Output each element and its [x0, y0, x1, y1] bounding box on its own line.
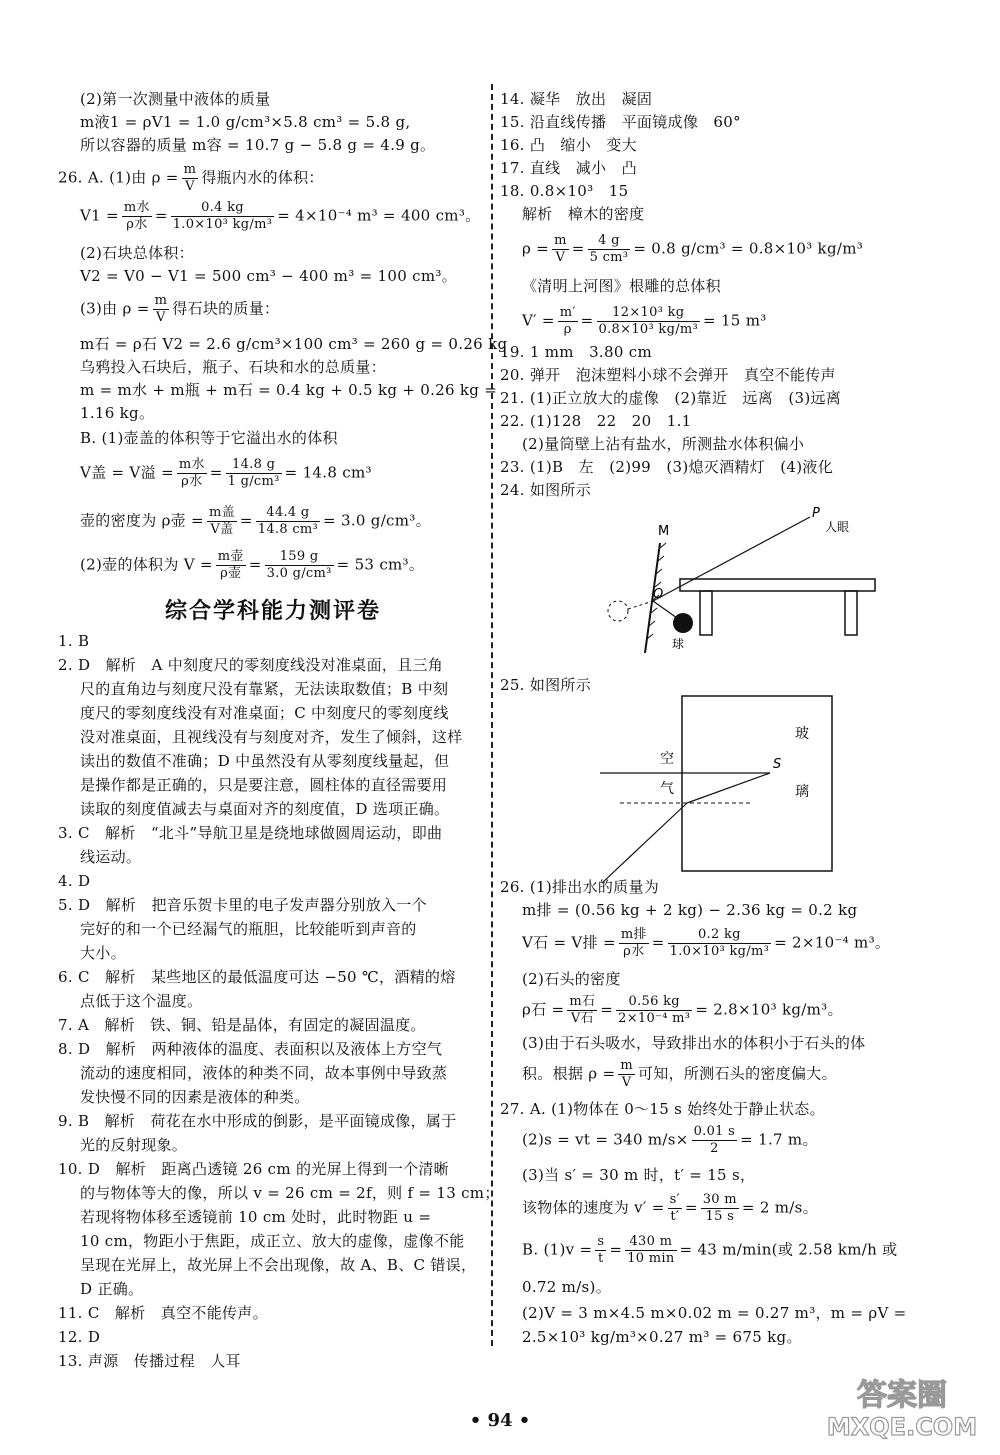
air-label-1: 空	[660, 751, 674, 767]
answer-line: 尺的直角边与刻度尺没有靠紧，无法读取数值；B 中刻	[80, 680, 449, 698]
answer-line: 14. 凝华 放出 凝固	[500, 90, 653, 108]
answer-line: m排 = (0.56 kg + 2 kg) − 2.36 kg = 0.2 kg	[522, 901, 858, 919]
answer-line: 的与物体等大的像，所以 v = 26 cm = 2f，则 f = 13 cm；	[80, 1184, 500, 1202]
answer-line: 6. C 解析 某些地区的最低温度可达 −50 ℃，酒精的熔	[58, 968, 456, 986]
text-line: 所以容器的质量 m容 = 10.7 g − 5.8 g = 4.9 g。	[80, 136, 436, 154]
refracted-ray	[602, 803, 687, 883]
formula-line: V′ = $\frac{m'}{\rho}$ = $\frac{\text{12×10³ kg}}{\text{0.8×10³ kg/m³}}$ = 15 m³	[522, 305, 767, 337]
text-line: 1.16 kg。	[80, 404, 155, 422]
answer-line: 读出的数值不准确；D 中虽然没有从零刻度线量起，但	[80, 752, 450, 770]
glass-label-1: 玻	[795, 726, 809, 742]
table-leg	[700, 591, 712, 635]
answer-line: 20. 弹开 泡沫塑料小球不会弹开 真空不能传声	[500, 366, 836, 384]
ball-image	[608, 601, 628, 621]
answer-line: 完好的和一个已经漏气的瓶胆，比较能听到声音的	[80, 920, 417, 938]
answer-line: (2)石头的密度	[522, 970, 621, 988]
answer-line: 21. (1)正立放大的虚像 (2)靠近 远离 (3)远离	[500, 389, 842, 407]
glass-label-2: 璃	[795, 784, 809, 800]
formula-line: V盖 = V溢 = $\frac{\text{m水}}{\text{ρ水}}$ = $\frac{14.8 g}{\text{1 g/cm³}}$ = 14.8 cm³	[80, 457, 372, 489]
answer-line: 0.72 m/s)。	[522, 1278, 611, 1296]
text-line: m = m水 + m瓶 + m石 = 0.4 kg + 0.5 kg + 0.26 kg =	[80, 381, 498, 399]
answer-line: 《清明上河图》根雕的总体积	[522, 277, 721, 295]
watermark-bottom: MXQE.COM	[826, 1413, 978, 1441]
answer-line: 18. 0.8×10³ 15	[500, 182, 629, 200]
answer-line: 呈现在光屏上，故光屏上不会出现像，故 A、B、C 错误，	[80, 1256, 477, 1274]
answer-line: 光的反射现象。	[80, 1136, 188, 1154]
answer-line: 读取的刻度值减去与桌面对齐的刻度值，D 选项正确。	[80, 800, 450, 818]
answer-line: 22. (1)128 22 20 1.1	[500, 412, 692, 430]
eye-label: 人眼	[825, 520, 850, 534]
formula-line: 壶的密度为 ρ壶 = $\frac{\text{m盖}}{\text{V盖}}$ = $\frac{44.4 g}{\text{14.8 cm³}}$ = 3.0 g/cm³。	[80, 505, 431, 537]
text-line: 乌鸦投入石块后，瓶子、石块和水的总质量：	[80, 358, 387, 376]
answer-line: (3)当 s′ = 30 m 时，t′ = 15 s，	[522, 1166, 756, 1184]
column-divider	[491, 84, 493, 1346]
text-line: (2)石块总体积：	[80, 244, 194, 262]
answer-line: 发快慢不同的因素是液体的种类。	[80, 1088, 310, 1106]
answer-line: 若现将物体移至透镜前 10 cm 处时，此时物距 u =	[80, 1208, 432, 1226]
answer-line: 9. B 解析 荷花在水中形成的倒影，是平面镜成像，属于	[58, 1112, 457, 1130]
answer-line: 流动的速度相同，液体的种类不同，故本事例中导致蒸	[80, 1064, 448, 1082]
answer-line: 26. (1)排出水的质量为	[500, 878, 660, 896]
virtual-ray	[628, 601, 653, 609]
answer-line: 11. C 解析 真空不能传声。	[58, 1304, 268, 1322]
answer-line: 10. D 解析 距离凸透镜 26 cm 的光屏上得到一个清晰	[58, 1160, 449, 1178]
text-line: m石 = ρ石 V2 = 2.6 g/cm³×100 cm³ = 260 g = 0.26 kg	[80, 335, 508, 353]
answer-line: 23. (1)B 左 (2)99 (3)熄灭酒精灯 (4)液化	[500, 458, 834, 476]
site-watermark	[822, 1373, 982, 1443]
answer-line: 13. 声源 传播过程 人耳	[58, 1352, 241, 1370]
watermark-top: 答案圈	[857, 1378, 947, 1413]
point-o-label: O	[653, 587, 664, 602]
ball-label: 球	[672, 637, 685, 651]
formula-line: V石 = V排 = $\frac{\text{m排}}{\text{ρ水}}$ = $\frac{0.2 kg}{\text{1.0×10³ kg/m³}}$ = 2×10⁻⁴ m³。	[522, 927, 891, 959]
answer-line: 17. 直线 减小 凸	[500, 159, 637, 177]
text-line: V2 = V0 − V1 = 500 cm³ − 400 m³ = 100 cm³。	[80, 267, 457, 285]
mirror-label: M	[658, 524, 670, 539]
point-s-label: S	[773, 757, 782, 772]
answer-line: 12. D	[58, 1328, 101, 1346]
answer-line: (3)由于石头吸水，导致排出水的体积小于石头的体	[522, 1034, 866, 1052]
answer-line: 3. C 解析 “北斗”导航卫星是绕地球做圆周运动，即曲	[58, 824, 443, 842]
formula-line: V1 = $\frac{\text{m水}}{\text{ρ水}}$ = $\frac{0.4 kg}{\text{1.0×10³ kg/m³}}$ = 4×10⁻⁴ m³ = 400 cm³。	[80, 200, 481, 232]
answer-line: 解析 樟木的密度	[522, 205, 645, 223]
answer-line: 19. 1 mm 3.80 cm	[500, 343, 652, 361]
answer-line: 4. D	[58, 872, 91, 890]
answer-line: (2)V = 3 m×4.5 m×0.02 m = 0.27 m³，m = ρV =	[522, 1304, 907, 1322]
answer-line: 是操作都是正确的，只是要注意，圆柱体的直径需要用	[80, 776, 448, 794]
incident-ray	[687, 773, 770, 803]
glass-block	[682, 696, 832, 871]
answer-line: 27. A. (1)物体在 0～15 s 始终处于静止状态。	[500, 1100, 825, 1118]
table-top	[680, 579, 875, 591]
formula-line: 该物体的速度为 v′ = $\frac{s'}{t'}$ = $\frac{30 m}{15 s}$ = 2 m/s。	[522, 1192, 818, 1224]
answer-line: 大小。	[80, 944, 126, 962]
table-leg	[845, 591, 857, 635]
formula-line: 26. A. (1)由 ρ = $\frac{m}{V}$ 得瓶内水的体积：	[58, 162, 324, 194]
reflected-ray	[653, 517, 810, 601]
answer-line: 度尺的零刻度线没有对准桌面；C 中刻度尺的零刻度线	[80, 704, 449, 722]
answer-line: 24. 如图所示	[500, 481, 592, 499]
answer-line: 8. D 解析 两种液体的温度、表面积以及液体上方空气	[58, 1040, 443, 1058]
ball	[673, 613, 693, 633]
formula-line: (2)壶的体积为 V = $\frac{\text{m壶}}{\text{ρ壶}}$ = $\frac{159 g}{\text{3.0 g/cm³}}$ = 53 cm³。	[80, 549, 425, 581]
text-line: (2)第一次测量中液体的质量	[80, 90, 271, 108]
page-number: • 94 •	[469, 1410, 531, 1431]
text-line: m液1 = ρV1 = 1.0 g/cm³×5.8 cm³ = 5.8 g,	[80, 113, 411, 131]
answer-line: 15. 沿直线传播 平面镜成像 60°	[500, 113, 741, 131]
answer-line: 2. D 解析 A 中刻度尺的零刻度线没对准桌面，且三角	[58, 656, 444, 674]
point-p-label: P	[812, 506, 820, 521]
answer-line: 没对准桌面，且视线没有与刻度对齐，发生了倾斜，这样	[80, 728, 463, 746]
mirror-reflection-figure	[600, 503, 940, 668]
formula-line: (3)由 ρ = $\frac{m}{V}$ 得石块的质量：	[80, 293, 280, 325]
formula-line: 积。根据 ρ = $\frac{m}{V}$ 可知，所测石头的密度偏大。	[522, 1058, 837, 1090]
air-label-2: 气	[660, 781, 674, 797]
answer-line: 25. 如图所示	[500, 676, 592, 694]
answer-line: 线运动。	[80, 848, 142, 866]
formula-line: ρ石 = $\frac{\text{m石}}{\text{V石}}$ = $\frac{0.56 kg}{\text{2×10⁻⁴ m³}}$ = 2.8×10³ kg/m³。	[522, 994, 843, 1026]
answer-line: 10 cm，物距小于焦距，成正立、放大的虚像，虚像不能	[80, 1232, 465, 1250]
answer-line: 点低于这个温度。	[80, 992, 203, 1010]
section-title: 综合学科能力测评卷	[164, 599, 381, 624]
answer-line: 1. B	[58, 632, 90, 650]
answer-line: 2.5×10³ kg/m³×0.27 m³ = 675 kg。	[522, 1328, 802, 1346]
text-line: B. (1)壶盖的体积等于它溢出水的体积	[80, 429, 338, 447]
answer-line: D 正确。	[80, 1280, 144, 1298]
refraction-figure	[590, 688, 880, 888]
formula-line: B. (1)v = $\frac{s}{t}$ = $\frac{430 m}{10 \min}$ = 43 m/min(或 2.58 km/h 或	[522, 1234, 898, 1266]
answer-line: 5. D 解析 把音乐贺卡里的电子发声器分别放入一个	[58, 896, 427, 914]
incident-ray	[653, 601, 677, 618]
formula-line: ρ = $\frac{m}{V}$ = $\frac{4 g}{\text{5 cm³}}$ = 0.8 g/cm³ = 0.8×10³ kg/m³	[522, 233, 864, 265]
answer-line: 7. A 解析 铁、铜、铅是晶体，有固定的凝固温度。	[58, 1016, 426, 1034]
formula-line: (2)s = vt = 340 m/s× $\frac{0.01 s}{2}$ = 1.7 m。	[522, 1124, 818, 1156]
answer-line: (2)量筒壁上沾有盐水，所测盐水体积偏小	[522, 435, 805, 453]
answer-line: 16. 凸 缩小 变大	[500, 136, 637, 154]
